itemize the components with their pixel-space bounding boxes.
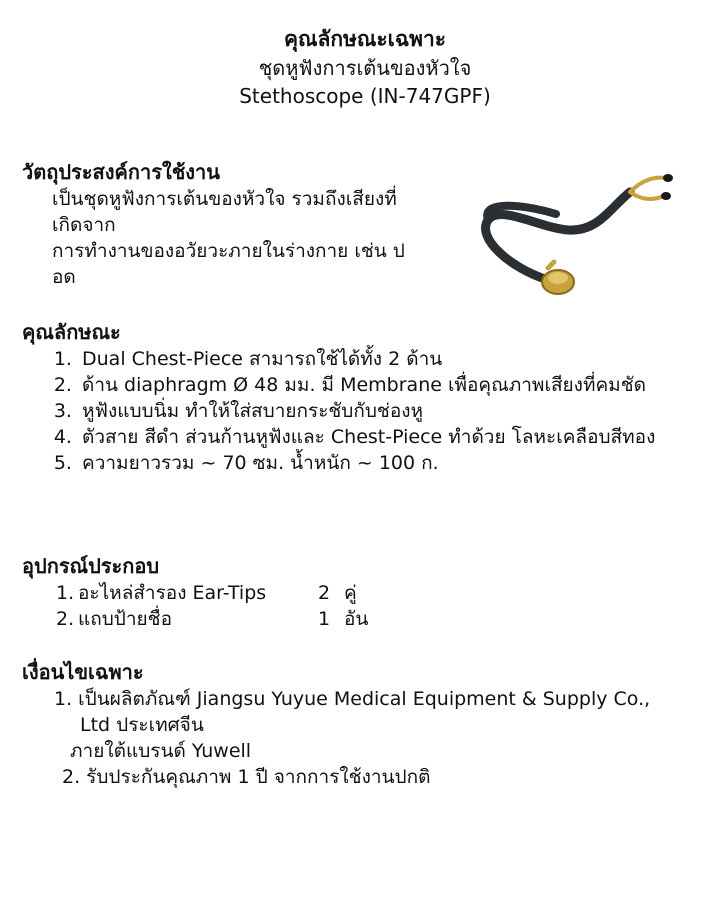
accessory-row [22, 580, 702, 606]
accessory-name: แถบป้ายชื่อ [78, 608, 172, 630]
purpose-line: การทำงานของอวัยวะภายในร่างกาย เช่น ป [52, 240, 405, 262]
accessory-row [22, 606, 702, 632]
accessory-name: อะไหล่สำรอง Ear-Tips [78, 582, 267, 604]
purpose-heading: วัตถุประสงค์การใช้งาน [22, 160, 220, 184]
accessory-number: 1. [56, 582, 75, 604]
conditions-list [22, 686, 702, 790]
purpose-line: อด [52, 266, 76, 288]
accessory-number: 2. [56, 608, 75, 630]
feature-item: 2. ด้าน diaphragm Ø 48 มม. มี Membrane เพื่อคุณภาพเสียงที่คมชัด [78, 372, 662, 398]
product-name: ชุดหูฟังการเต้นของหัวใจ [258, 56, 472, 80]
accessories-list [22, 580, 702, 632]
feature-item: 3. หูฟังแบบนิ่ม ทำให้ใส่สบายกระชับกับช่องหู [78, 398, 702, 424]
accessory-unit: อัน [344, 608, 369, 630]
document-header [0, 24, 713, 110]
condition-line: Ltd ประเทศจีน [80, 714, 204, 736]
accessory-unit: คู่ [344, 582, 357, 604]
accessory-qty: 2 [318, 582, 331, 604]
purpose-line: เป็นชุดหูฟังการเต้นของหัวใจ รวมถึงเสียงที่ [52, 188, 397, 210]
condition-line: 1. เป็นผลิตภัณฑ์ Jiangsu Yuyue Medical Equipment & Supply Co., [54, 688, 651, 710]
features-section [22, 318, 702, 476]
features-heading: คุณลักษณะ [22, 320, 121, 344]
product-model: Stethoscope (IN-747GPF) [239, 84, 491, 108]
condition-line: ภายใต้แบรนด์ Yuwell [70, 740, 252, 762]
feature-item: 1. Dual Chest-Piece สามารถใช้ได้ทั้ง 2 ด้าน [78, 346, 702, 372]
features-list [22, 346, 702, 476]
accessories-heading: อุปกรณ์ประกอบ [22, 554, 160, 578]
condition-line: 2. รับประกันคุณภาพ 1 ปี จากการใช้งานปกติ [62, 766, 431, 788]
feature-item: 5. ความยาวรวม ~ 70 ซม. น้ำหนัก ~ 100 ก. [78, 450, 702, 476]
conditions-heading: เงื่อนไขเฉพาะ [22, 660, 144, 684]
feature-item: 4. ตัวสาย สีดำ ส่วนก้านหูฟังและ Chest-Piece ทำด้วย โลหะเคลือบสีทอง [78, 424, 662, 450]
document-title: คุณลักษณะเฉพาะ [283, 27, 447, 51]
accessory-qty: 1 [318, 608, 331, 630]
purpose-line: เกิดจาก [52, 214, 116, 236]
stethoscope-image [470, 168, 680, 308]
conditions-section [22, 658, 702, 790]
accessories-section [22, 552, 702, 632]
